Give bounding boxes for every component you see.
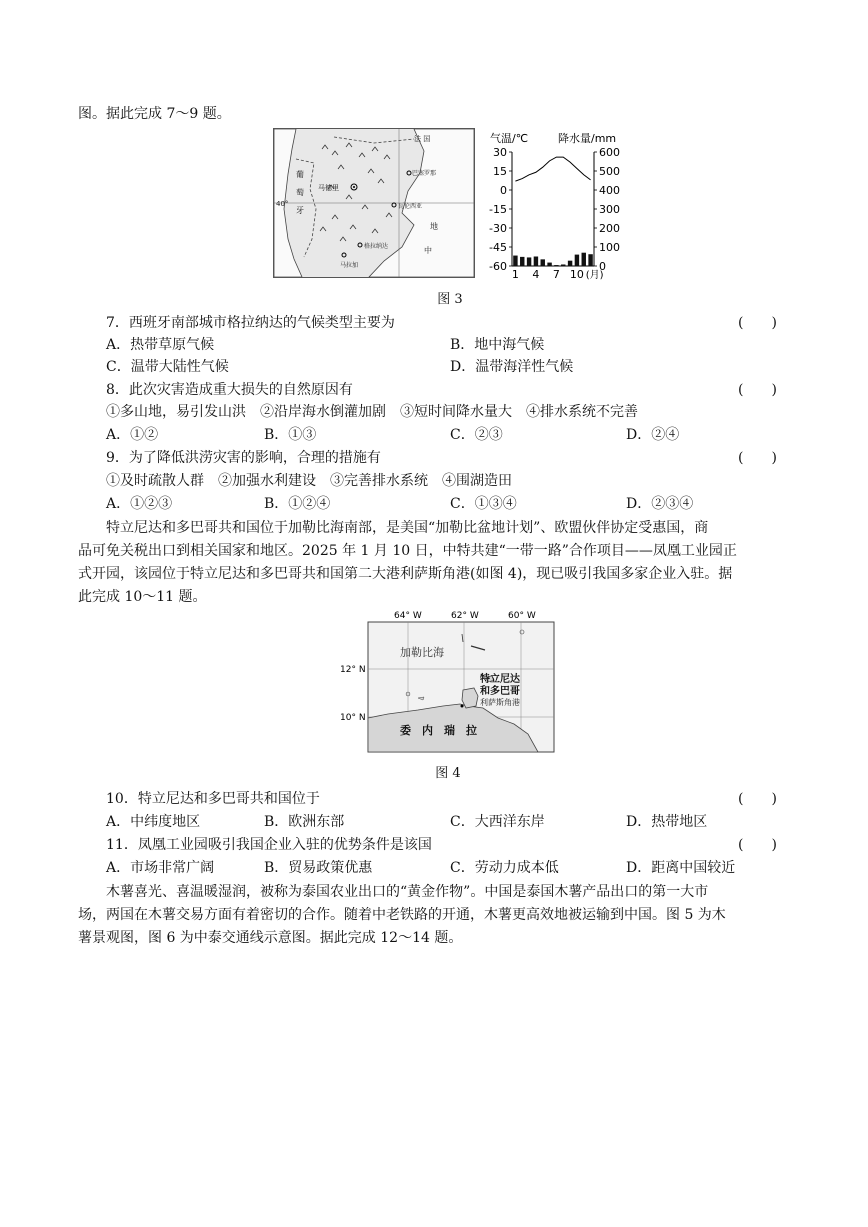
q9-option-d[interactable]: D．②③④ bbox=[626, 496, 694, 512]
q8-answer-paren[interactable]: ( ) bbox=[738, 382, 777, 398]
q10-option-b[interactable]: B．欧洲东部 bbox=[264, 814, 345, 830]
left-tick-label: -30 bbox=[489, 222, 507, 235]
label-portugal-a: 葡 bbox=[296, 170, 304, 179]
q11-option-a[interactable]: A．市场非常广阔 bbox=[106, 860, 215, 876]
precip-axis-label: 降水量/mm bbox=[558, 132, 617, 145]
q10-option-d[interactable]: D．热带地区 bbox=[626, 814, 708, 830]
left-tick-label: -45 bbox=[489, 241, 507, 254]
right-tick-label: 0 bbox=[599, 260, 606, 273]
passage2-line3: 式开园，该园位于特立尼达和多巴哥共和国第二大港利萨斯角港(如图 4)，现已吸引我国多家企业入驻。据 bbox=[78, 566, 733, 582]
climate-chart bbox=[482, 128, 632, 284]
precip-bar bbox=[534, 257, 538, 267]
trinidad-map bbox=[338, 606, 560, 756]
passage2-line2: 品可免关税出口到相关国家和地区。2025 年 1 月 10 日，中特共建“一带一路”合作项目——凤凰工业园正 bbox=[78, 543, 737, 559]
right-tick-label: 400 bbox=[599, 184, 620, 197]
label-sea-b: 中 bbox=[424, 246, 432, 255]
label-madrid: 马德里 bbox=[318, 184, 339, 192]
precip-bar bbox=[547, 263, 551, 266]
x-tick-label: 7 bbox=[552, 268, 560, 281]
q7-option-a[interactable]: A．热带草原气候 bbox=[106, 337, 215, 353]
q9-option-b[interactable]: B．①②④ bbox=[264, 496, 331, 512]
x-tick-label: 4 bbox=[532, 268, 540, 281]
passage3-line3: 薯景观图，图 6 为中泰交通线示意图。据此完成 12～14 题。 bbox=[78, 930, 463, 946]
intro-text: 图。据此完成 7～9 题。 bbox=[78, 106, 231, 122]
spain-map-svg bbox=[274, 129, 474, 277]
precip-bar bbox=[568, 261, 572, 266]
q9-option-c[interactable]: C．①③④ bbox=[450, 496, 517, 512]
left-tick-label: -60 bbox=[489, 260, 507, 273]
label-portugal-c: 牙 bbox=[296, 206, 304, 215]
q8-stem: 8．此次灾害造成重大损失的自然原因有 bbox=[106, 382, 353, 398]
label-trinidad-a: 特立尼达 bbox=[480, 674, 520, 685]
label-venezuela: 委 内 瑞 拉 bbox=[400, 724, 477, 737]
q8-option-b[interactable]: B．①③ bbox=[264, 427, 317, 443]
lon-62w: 62° W bbox=[451, 611, 479, 621]
label-trinidad-b: 和多巴哥 bbox=[480, 686, 520, 697]
label-lat40: 40° bbox=[276, 200, 289, 208]
q11-option-b[interactable]: B．贸易政策优惠 bbox=[264, 860, 373, 876]
q7-option-c[interactable]: C．温带大陆性气候 bbox=[106, 359, 229, 375]
left-tick-label: 0 bbox=[500, 184, 507, 197]
q10-stem: 10．特立尼达和多巴哥共和国位于 bbox=[106, 791, 320, 807]
q7-option-b[interactable]: B．地中海气候 bbox=[450, 337, 545, 353]
temperature-line bbox=[515, 157, 590, 181]
trinidad-map-svg bbox=[338, 606, 560, 756]
q11-answer-paren[interactable]: ( ) bbox=[738, 837, 777, 853]
q11-stem: 11．凤凰工业园吸引我国企业入驻的优势条件是该国 bbox=[106, 837, 432, 853]
q7-answer-paren[interactable]: ( ) bbox=[738, 315, 777, 331]
precip-bar bbox=[575, 255, 579, 266]
label-valencia: 瓦伦西亚 bbox=[398, 203, 423, 210]
passage3-line1: 木薯喜光、喜温暖湿润，被称为泰国农业出口的“黄金作物”。中国是泰国木薯产品出口的第一大市 bbox=[106, 884, 709, 900]
q8-option-c[interactable]: C．②③ bbox=[450, 427, 503, 443]
fig4-caption: 图 4 bbox=[435, 766, 461, 781]
precip-bar bbox=[582, 253, 586, 266]
lat-10n: 10° N bbox=[340, 713, 366, 723]
label-barcelona: 巴塞罗那 bbox=[412, 170, 437, 177]
label-caribbean-sea: 加勒比海 bbox=[400, 646, 444, 659]
q8-option-d[interactable]: D．②④ bbox=[626, 427, 680, 443]
lon-60w: 60° W bbox=[508, 611, 536, 621]
lat-12n: 12° N bbox=[340, 665, 366, 675]
passage3-line2: 场，两国在木薯交易方面有着密切的合作。随着中老铁路的开通，木薯更高效地被运输到中国。图 5 为木 bbox=[78, 907, 726, 923]
q10-option-a[interactable]: A．中纬度地区 bbox=[106, 814, 201, 830]
passage2-line1: 特立尼达和多巴哥共和国位于加勒比海南部，是美国“加勒比盆地计划”、欧盟伙伴协定受惠国，商 bbox=[106, 520, 709, 536]
q9-answer-paren[interactable]: ( ) bbox=[738, 450, 777, 466]
precip-bar bbox=[541, 259, 545, 266]
precip-bar bbox=[513, 256, 517, 266]
q10-answer-paren[interactable]: ( ) bbox=[738, 791, 777, 807]
spain-map bbox=[273, 128, 475, 278]
label-malaga: 马拉加 bbox=[340, 262, 359, 269]
temp-axis-label: 气温/℃ bbox=[490, 132, 529, 145]
left-tick-label: 30 bbox=[493, 146, 507, 159]
left-tick-label: 15 bbox=[493, 165, 507, 178]
right-tick-label: 600 bbox=[599, 146, 620, 159]
q8-items: ①多山地，易引发山洪 ②沿岸海水倒灌加剧 ③短时间降水量大 ④排水系统不完善 bbox=[106, 404, 638, 420]
x-unit-label: (月) bbox=[585, 270, 604, 281]
label-portugal-b: 萄 bbox=[296, 188, 304, 197]
fig3-caption: 图 3 bbox=[437, 292, 463, 307]
q9-option-a[interactable]: A．①②③ bbox=[106, 496, 173, 512]
precip-bar bbox=[561, 264, 565, 266]
precip-bar bbox=[527, 257, 531, 266]
x-tick-label: 10 bbox=[569, 268, 584, 281]
precip-bar bbox=[554, 265, 558, 266]
q10-option-c[interactable]: C．大西洋东岸 bbox=[450, 814, 545, 830]
label-port: 利萨斯角港 bbox=[480, 698, 520, 707]
precip-bar bbox=[588, 254, 592, 266]
climate-chart-svg bbox=[482, 128, 632, 284]
label-granada: 格拉纳达 bbox=[364, 243, 389, 250]
q9-stem: 9．为了降低洪涝灾害的影响，合理的措施有 bbox=[106, 450, 381, 466]
q7-stem: 7．西班牙南部城市格拉纳达的气候类型主要为 bbox=[106, 315, 395, 331]
right-tick-label: 100 bbox=[599, 241, 620, 254]
q7-option-d[interactable]: D．温带海洋性气候 bbox=[450, 359, 574, 375]
q9-items: ①及时疏散人群 ②加强水利建设 ③完善排水系统 ④围湖造田 bbox=[106, 473, 512, 489]
q11-option-c[interactable]: C．劳动力成本低 bbox=[450, 860, 559, 876]
left-tick-label: -15 bbox=[489, 203, 507, 216]
x-tick-label: 1 bbox=[511, 268, 519, 281]
lon-64w: 64° W bbox=[394, 611, 422, 621]
label-france: 法 国 bbox=[414, 135, 431, 143]
q11-option-d[interactable]: D．距离中国较近 bbox=[626, 860, 736, 876]
right-tick-label: 300 bbox=[599, 203, 620, 216]
passage2-line4: 此完成 10～11 题。 bbox=[78, 589, 207, 605]
right-tick-label: 500 bbox=[599, 165, 620, 178]
right-tick-label: 200 bbox=[599, 222, 620, 235]
label-sea-a: 地 bbox=[430, 222, 438, 231]
q8-option-a[interactable]: A．①② bbox=[106, 427, 159, 443]
precip-bar bbox=[520, 257, 524, 266]
